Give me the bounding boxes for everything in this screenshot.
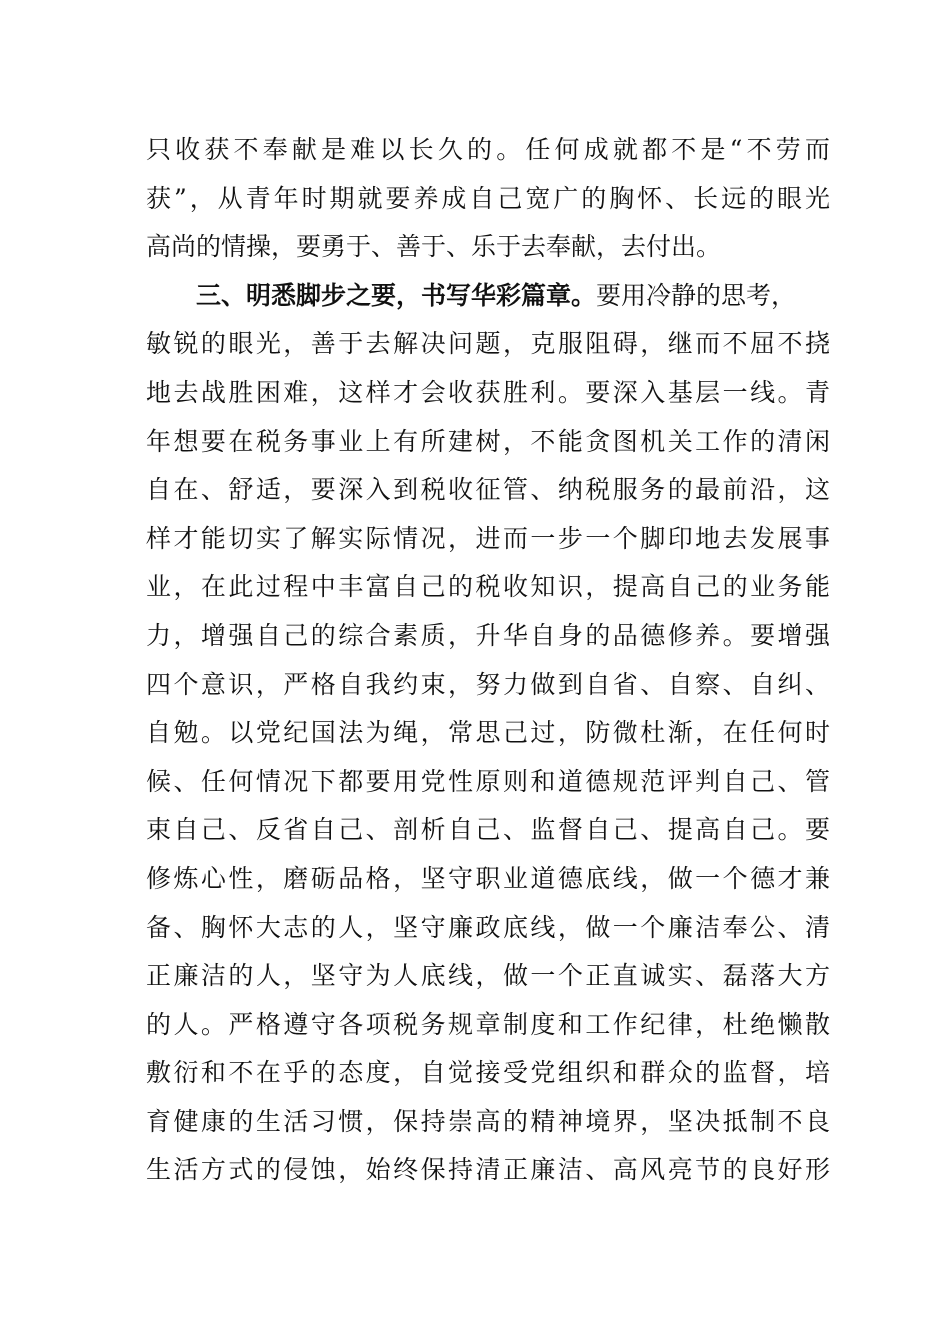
text-line: 业，在此过程中丰富自己的税收知识，提高自己的业务能: [146, 572, 830, 602]
body-text: [146, 126, 830, 1195]
text-line: 候、任何情况下都要用党性原则和道德规范评判自己、管: [146, 766, 830, 796]
text-line: 育健康的生活习惯，保持崇高的精神境界，坚决抵制不良: [146, 1106, 830, 1136]
text-line: 敷衍和不在乎的态度，自觉接受党组织和群众的监督，培: [146, 1058, 830, 1088]
text-line: 自在、舒适，要深入到税收征管、纳税服务的最前沿，这: [146, 475, 830, 505]
text-line: 力，增强自己的综合素质，升华自身的品德修养。要增强: [146, 620, 830, 650]
text-line: 年想要在税务事业上有所建树，不能贪图机关工作的清闲: [146, 426, 830, 456]
text-line: 的人。严格遵守各项税务规章制度和工作纪律，杜绝懒散: [146, 1009, 830, 1039]
text-line: 获”，从青年时期就要养成自己宽广的胸怀、长远的眼光: [146, 183, 830, 213]
text-line: 自勉。以党纪国法为绳，常思己过，防微杜渐，在任何时: [146, 718, 830, 748]
text-line: 束自己、反省自己、剖析自己、监督自己、提高自己。要: [146, 815, 830, 845]
section-three-heading: 三、明悉脚步之要，书写华彩篇章。: [196, 280, 597, 310]
text-line: 生活方式的侵蚀，始终保持清正廉洁、高风亮节的良好形: [146, 1155, 830, 1185]
section-three-first-line: [146, 272, 830, 321]
text-line: 备、胸怀大志的人，坚守廉政底线，做一个廉洁奉公、清: [146, 912, 830, 942]
section-three-text: 要用冷静的思考，: [596, 280, 797, 310]
text-line: 修炼心性，磨砺品格，坚守职业道德底线，做一个德才兼: [146, 863, 830, 893]
text-line: 四个意识，严格自我约束，努力做到自省、自察、自纠、: [146, 669, 830, 699]
text-line: 地去战胜困难，这样才会收获胜利。要深入基层一线。青: [146, 377, 830, 407]
text-line: 高尚的情操，要勇于、善于、乐于去奉献，去付出。: [146, 232, 722, 262]
text-line: 样才能切实了解实际情况，进而一步一个脚印地去发展事: [146, 523, 830, 553]
text-line: 正廉洁的人，坚守为人底线，做一个正直诚实、磊落大方: [146, 961, 830, 991]
text-line: 只收获不奉献是难以长久的。任何成就都不是“不劳而: [146, 135, 830, 164]
text-line: 敏锐的眼光，善于去解决问题，克服阻碍，继而不屈不挠: [146, 329, 830, 359]
